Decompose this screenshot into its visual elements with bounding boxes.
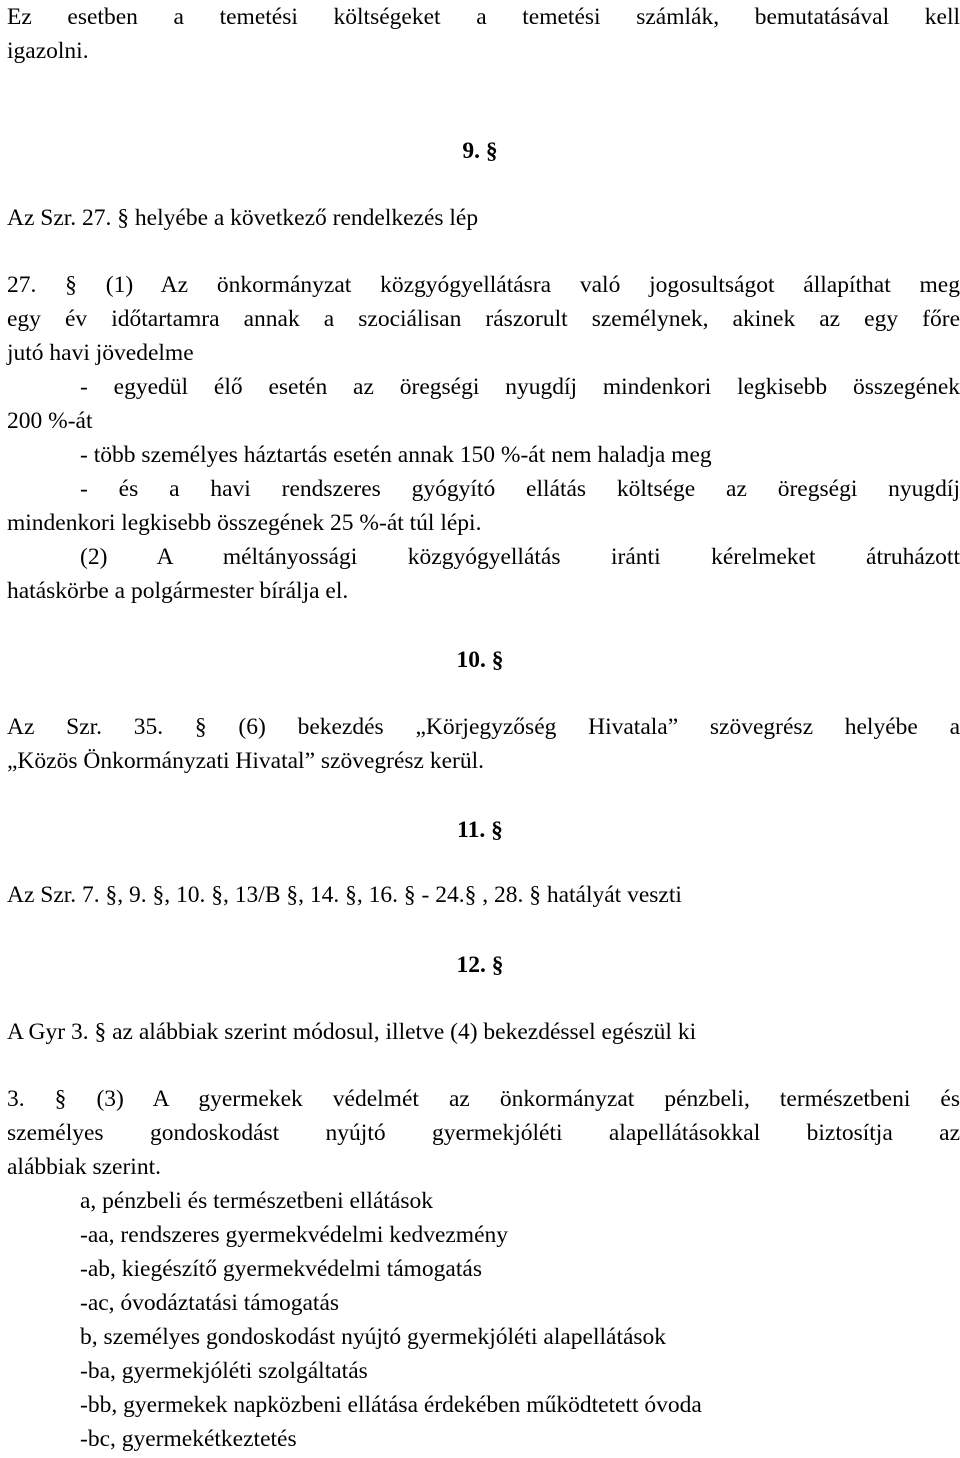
list-item: -bc, gyermekétkeztetés [80,1426,297,1452]
paragraph-line: egy év időtartamra annak a szociálisan rászorult személynek, akinek az egy főre [7,306,960,332]
paragraph-line: „Közös Önkormányzati Hivatal” szövegrész kerül. [7,748,484,774]
list-item: a, pénzbeli és természetbeni ellátások [80,1188,433,1214]
section-heading-11: 11. § [457,817,503,843]
paragraph-line: Az Szr. 7. §, 9. §, 10. §, 13/B §, 14. §, 16. § - 24.§ , 28. § hatályát veszti [7,882,682,908]
list-item: -ba, gyermekjóléti szolgáltatás [80,1358,368,1384]
intro-line: Ez esetben a temetési költségeket a temetési számlák, bemutatásával kell [7,4,960,30]
section-12-lead: A Gyr 3. § az alábbiak szerint módosul, illetve (4) bekezdéssel egészül ki [7,1019,697,1045]
paragraph-line: alábbiak szerint. [7,1154,161,1180]
list-item: b, személyes gondoskodást nyújtó gyermekjóléti alapellátások [80,1324,667,1350]
intro-line: igazolni. [7,38,89,64]
paragraph-line: - és a havi rendszeres gyógyító ellátás költsége az öregségi nyugdíj [80,476,960,502]
paragraph-line: 200 %-át [7,408,93,434]
paragraph-line: mindenkori legkisebb összegének 25 %-át túl lépi. [7,510,482,536]
list-item: -aa, rendszeres gyermekvédelmi kedvezmény [80,1222,509,1248]
paragraph-line: (2) A méltányossági közgyógyellátás iránti kérelmeket átruházott [80,544,960,570]
list-item: -bb, gyermekek napközbeni ellátása érdekében működtetett óvoda [80,1392,702,1418]
paragraph-line: 27. § (1) Az önkormányzat közgyógyellátásra való jogosultságot állapíthat meg [7,272,960,298]
paragraph-line: jutó havi jövedelme [7,340,194,366]
paragraph-line: hatáskörbe a polgármester bírálja el. [7,578,349,604]
paragraph-line: - több személyes háztartás esetén annak 150 %-át nem haladja meg [80,442,712,468]
section-heading-9: 9. § [462,138,498,164]
paragraph-line: személyes gondoskodást nyújtó gyermekjóléti alapellátásokkal biztosítja az [7,1120,960,1146]
section-9-lead: Az Szr. 27. § helyébe a következő rendelkezés lép [7,205,479,231]
list-item: -ab, kiegészítő gyermekvédelmi támogatás [80,1256,482,1282]
paragraph-line: - egyedül élő esetén az öregségi nyugdíj mindenkori legkisebb összegének [80,374,960,400]
list-item: -ac, óvodáztatási támogatás [80,1290,340,1316]
section-heading-10: 10. § [456,647,504,673]
section-heading-12: 12. § [456,952,504,978]
paragraph-line: 3. § (3) A gyermekek védelmét az önkormányzat pénzbeli, természetbeni és [7,1086,960,1112]
paragraph-line: Az Szr. 35. § (6) bekezdés „Körjegyzőség Hivatala” szövegrész helyébe a [7,714,960,740]
